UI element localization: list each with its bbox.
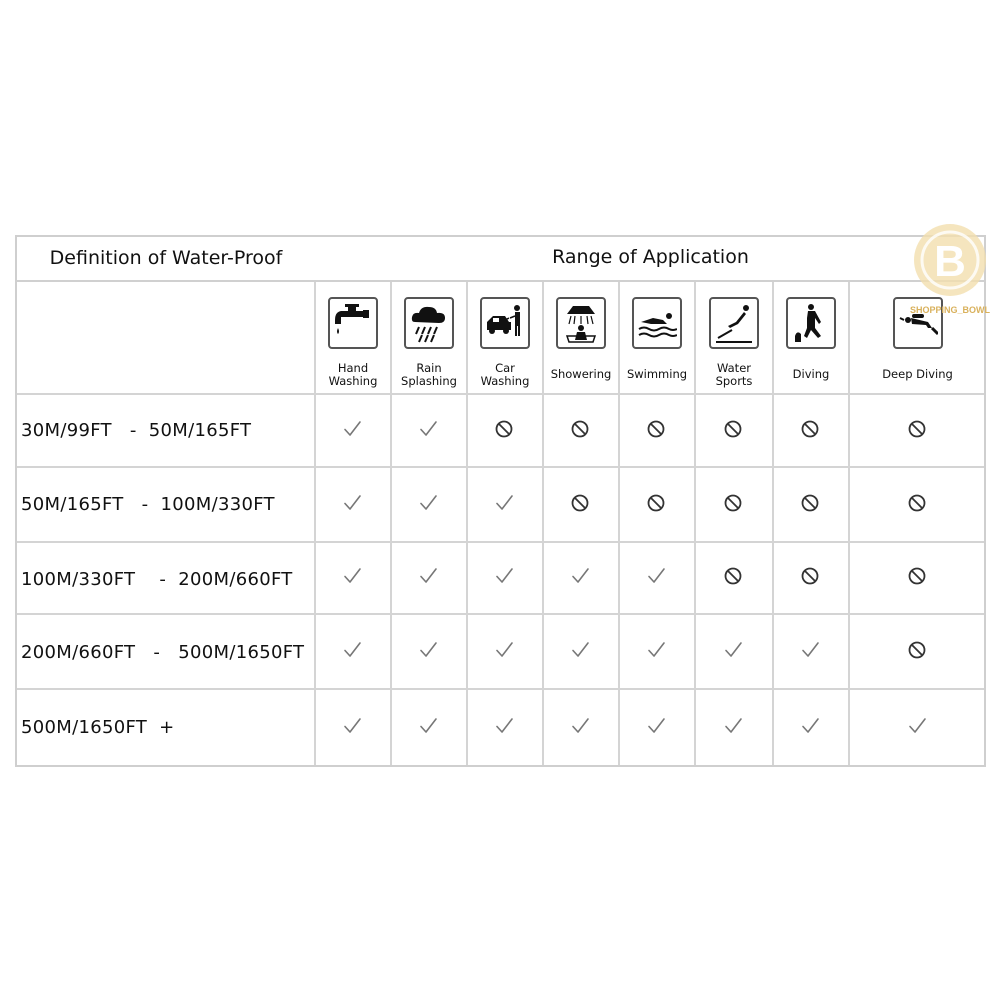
activity-rain-splashing: [391, 282, 467, 394]
activity-swimming: [619, 282, 695, 394]
check-icon: [798, 714, 822, 738]
not-suitable-icon: [644, 417, 668, 441]
activity-label: [543, 368, 619, 381]
header-range: Range of Application: [552, 246, 749, 268]
activity-label-line: Splashing: [401, 374, 457, 388]
activity-label-line: Deep Diving: [882, 367, 953, 381]
check-icon: [416, 638, 440, 662]
check-icon: [340, 564, 364, 588]
check-icon: [644, 638, 668, 662]
activity-label-line: Swimming: [626, 367, 688, 381]
not-suitable-icon: [905, 638, 929, 662]
check-icon: [492, 564, 516, 588]
activity-label-line: Rain: [416, 361, 442, 375]
depth-range-label: 100M/330FT - 200M/660FT: [21, 569, 293, 590]
not-suitable-icon: [721, 491, 745, 515]
activity-car-washing: [467, 282, 543, 394]
check-icon: [492, 714, 516, 738]
activity-label-line: Showering: [550, 367, 612, 381]
activity-label-line: Washing: [328, 374, 378, 388]
check-icon: [721, 638, 745, 662]
depth-range-label: 30M/99FT - 50M/165FT: [21, 420, 252, 441]
activity-label: [849, 368, 986, 381]
header-definition: Definition of Water-Proof: [49, 247, 283, 269]
check-icon: [492, 638, 516, 662]
not-suitable-icon: [492, 417, 516, 441]
water-sports-icon: [709, 297, 759, 349]
not-suitable-icon: [568, 417, 592, 441]
check-icon: [340, 638, 364, 662]
not-suitable-icon: [798, 564, 822, 588]
activity-label-line: Hand: [337, 361, 369, 375]
activity-label-line: Water: [717, 361, 751, 375]
activity-label-line: Washing: [480, 374, 530, 388]
not-suitable-icon: [644, 491, 668, 515]
check-icon: [644, 564, 668, 588]
check-icon: [568, 564, 592, 588]
activity-label: [391, 362, 467, 388]
not-suitable-icon: [905, 564, 929, 588]
check-icon: [905, 714, 929, 738]
activity-showering: [543, 282, 619, 394]
check-icon: [568, 638, 592, 662]
check-icon: [644, 714, 668, 738]
faucet-icon: [328, 297, 378, 349]
check-icon: [721, 714, 745, 738]
not-suitable-icon: [905, 417, 929, 441]
check-icon: [416, 491, 440, 515]
not-suitable-icon: [721, 417, 745, 441]
diver-icon: [786, 297, 836, 349]
table-header-row: [17, 237, 984, 282]
depth-range-label: 200M/660FT - 500M/1650FT: [21, 642, 305, 663]
activity-label: [773, 368, 849, 381]
activity-label: [619, 368, 695, 381]
watermark-text: SHOPPING_BOWL: [909, 305, 991, 315]
check-icon: [798, 638, 822, 662]
activity-hand-washing: [315, 282, 391, 394]
activity-label-line: Diving: [792, 367, 830, 381]
shower-icon: [556, 297, 606, 349]
not-suitable-icon: [798, 491, 822, 515]
activity-label: [695, 362, 773, 388]
check-icon: [492, 491, 516, 515]
row-divider: [17, 613, 984, 615]
activity-label-line: Car: [495, 361, 515, 375]
check-icon: [340, 417, 364, 441]
row-divider: [17, 688, 984, 690]
watermark-logo: [905, 218, 995, 318]
check-icon: [416, 714, 440, 738]
not-suitable-icon: [798, 417, 822, 441]
check-icon: [416, 564, 440, 588]
activity-water-sports: [695, 282, 773, 394]
not-suitable-icon: [905, 491, 929, 515]
not-suitable-icon: [721, 564, 745, 588]
row-divider: [17, 541, 984, 543]
watermark-glyph: B: [934, 237, 966, 286]
rain-cloud-icon: [404, 297, 454, 349]
depth-range-label: 500M/1650FT +: [21, 717, 175, 738]
check-icon: [568, 714, 592, 738]
activity-label: [315, 362, 391, 388]
activity-label-line: Sports: [715, 374, 753, 388]
waterproof-table: [15, 235, 986, 767]
not-suitable-icon: [568, 491, 592, 515]
car-wash-icon: [480, 297, 530, 349]
depth-range-label: 50M/165FT - 100M/330FT: [21, 494, 275, 515]
swimmer-icon: [632, 297, 682, 349]
check-icon: [340, 714, 364, 738]
row-divider: [17, 466, 984, 468]
activity-label: [467, 362, 543, 388]
activity-diving: [773, 282, 849, 394]
check-icon: [416, 417, 440, 441]
check-icon: [340, 491, 364, 515]
